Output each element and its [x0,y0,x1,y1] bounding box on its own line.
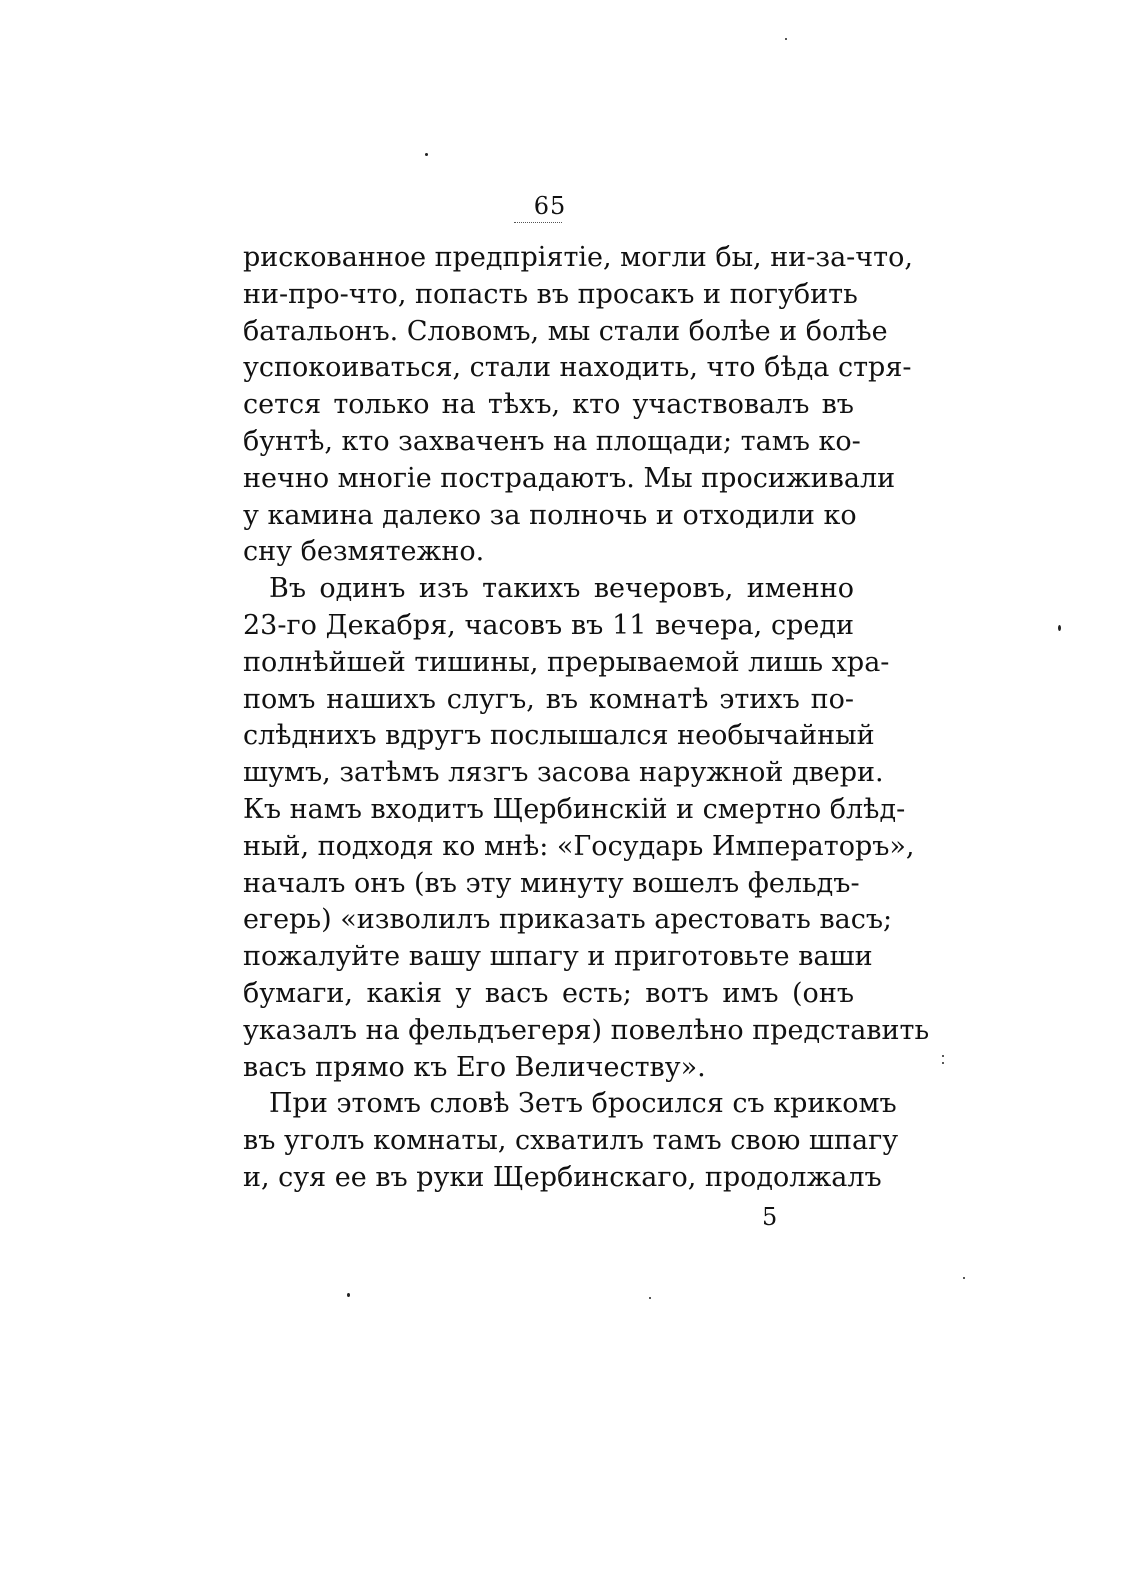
scan-speck [649,1297,651,1299]
scan-speck [963,1277,965,1279]
scan-speck [942,1055,944,1057]
text-line: При этомъ словѣ Зетъ бросился съ крикомъ [269,1088,897,1120]
scan-speck [425,153,428,156]
text-line: егерь) «изволилъ приказать арестовать васъ; [243,904,893,936]
paragraph-3 [243,1086,899,1196]
text-line: нечно многіе пострадаютъ. Мы просиживали [243,462,896,494]
text-line: сну безмятежно. [243,536,485,568]
scan-speck [1058,625,1061,631]
paragraph-1 [243,240,913,571]
text-line: шумъ, затѣмъ лязгъ засова наружной двери. [243,757,884,789]
text-line: началъ онъ (въ эту минуту вошелъ фельдъ- [243,867,860,899]
text-line: Въ одинъ изъ такихъ вечеровъ, именно [269,573,854,605]
scan-speck [942,1062,944,1064]
text-line: бумаги, какія у васъ есть; вотъ имъ (онъ [243,977,854,1009]
text-line: указалъ на фельдъегеря) повелѣно представить [243,1014,930,1046]
text-line: въ уголъ комнаты, схватилъ тамъ свою шпагу [243,1125,899,1157]
text-line: ни-про-что, попасть въ просакъ и погубить [243,278,858,310]
page-number: 65 [533,192,567,220]
paragraph-2 [243,571,930,1086]
text-line: рискованное предпріятіе, могли бы, ни-за-что, [243,242,913,273]
text-line: успокоиваться, стали находить, что бѣда стря- [243,352,912,384]
page-number-underline [514,222,562,223]
text-line: Къ намъ входитъ Щербинскій и смертно блѣд- [243,793,906,825]
text-line: помъ нашихъ слугъ, въ комнатѣ этихъ по- [243,683,854,715]
text-line: 23-го Декабря, часовъ въ 11 вечера, среди [243,609,854,641]
text-line: васъ прямо къ Его Величеству». [243,1051,706,1083]
text-line: слѣднихъ вдругъ послышался необычайный [243,720,875,752]
text-line: пожалуйте вашу шпагу и приготовьте ваши [243,941,873,973]
text-line: полнѣйшей тишины, прерываемой лишь хра- [243,646,890,678]
text-line: батальонъ. Словомъ, мы стали болѣе и болѣе [243,315,888,347]
signature-mark: 5 [762,1203,778,1231]
text-line: сется только на тѣхъ, кто участвовалъ въ [243,389,854,421]
text-line: ный, подходя ко мнѣ: «Государь Императоръ», [243,830,915,862]
body-text [243,240,930,1197]
text-line: бунтѣ, кто захваченъ на площади; тамъ ко- [243,425,861,457]
text-line: и, суя ее въ руки Щербинскаго, продолжалъ [243,1161,882,1193]
text-line: у камина далеко за полночь и отходили ко [243,499,857,531]
scan-speck [785,38,787,40]
scan-speck [347,1293,350,1297]
